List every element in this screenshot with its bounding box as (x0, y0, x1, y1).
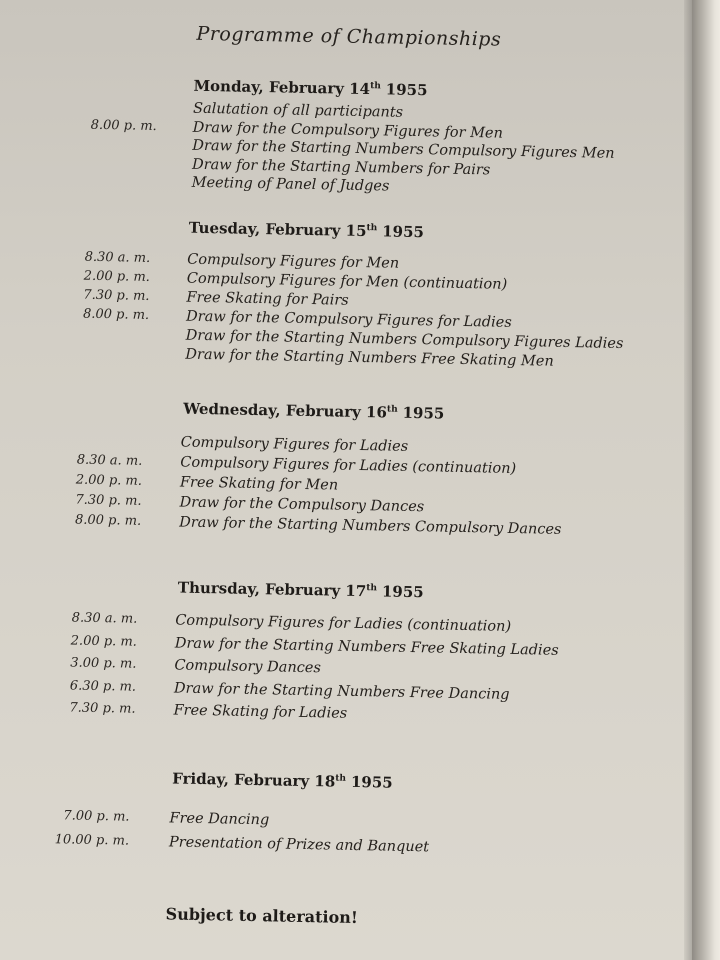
event-name: Free Dancing (169, 810, 270, 829)
date-ordinal-suffix: th (370, 81, 381, 92)
day-year: 1955 (381, 582, 424, 602)
event-name: Salutation of all participants (192, 100, 404, 121)
event-name: Free Skating for Pairs (186, 289, 349, 309)
day-heading (183, 400, 444, 423)
event-time: 8.30 a. m. (84, 249, 151, 266)
day-year: 1955 (382, 222, 425, 242)
date-ordinal-suffix: th (366, 583, 378, 594)
day-heading (193, 77, 427, 99)
event-time: 2.00 p. m. (75, 472, 143, 489)
event-time: 2.00 p. m. (70, 632, 137, 650)
event-name: Draw for the Starting Numbers Free Dancing (173, 679, 510, 703)
day-year: 1955 (385, 80, 428, 100)
event-time: 8.30 a. m. (76, 452, 143, 469)
event-name: Free Skating for Men (179, 474, 339, 494)
event-time: 2.00 p. m. (83, 268, 150, 285)
event-name: Compulsory Figures for Ladies (continuation) (180, 454, 517, 477)
event-name: Draw for the Starting Numbers Compulsory Figures Men (192, 137, 615, 162)
event-name: Draw for the Starting Numbers Free Skating Ladies (174, 634, 559, 659)
event-time: 7.30 p. m. (69, 700, 136, 717)
event-name: Draw for the Compulsory Figures for Men (192, 119, 504, 142)
event-name: Draw for the Compulsory Dances (179, 494, 425, 516)
date-ordinal-suffix: th (386, 404, 398, 415)
day-heading (178, 579, 424, 602)
event-time: 8.00 p. m. (74, 512, 142, 529)
event-time: 8.00 p. m. (90, 117, 157, 134)
event-name: Compulsory Dances (174, 657, 322, 677)
date-ordinal-suffix: th (366, 223, 378, 234)
event-name: Draw for the Compulsory Figures for Ladies (185, 308, 512, 331)
next-page-edge (692, 0, 720, 960)
event-name: Draw for the Starting Numbers Free Skating Men (185, 346, 554, 370)
event-time: 7.30 p. m. (75, 492, 142, 509)
page-title: Programme of Championships (196, 22, 502, 51)
day-heading (172, 769, 393, 791)
day-date: Friday, February 18 (172, 769, 336, 791)
day-year: 1955 (350, 772, 393, 792)
event-time (43, 432, 143, 434)
event-time: 7.30 p. m. (83, 287, 150, 304)
alteration-note: Subject to alteration! (165, 904, 359, 928)
event-name: Compulsory Figures for Ladies (180, 434, 409, 455)
event-name: Meeting of Panel of Judges (191, 174, 390, 195)
event-time: 3.00 p. m. (70, 655, 137, 672)
event-name: Compulsory Figures for Ladies (continuation) (175, 612, 512, 635)
event-name: Draw for the Starting Numbers Compulsory Figures Ladies (185, 327, 624, 353)
event-name: Compulsory Figures for Men (continuation) (186, 270, 508, 293)
event-name: Draw for the Starting Numbers for Pairs (191, 156, 491, 178)
event-name: Free Skating for Ladies (173, 702, 348, 722)
event-name: Draw for the Starting Numbers Compulsory Dances (178, 514, 562, 538)
event-time: 6.30 p. m. (69, 677, 137, 695)
event-time: 10.00 p. m. (54, 832, 130, 849)
day-date: Thursday, February 17 (177, 578, 367, 601)
day-heading (189, 219, 424, 242)
date-ordinal-suffix: th (335, 773, 347, 784)
event-name: Presentation of Prizes and Banquet (168, 834, 430, 856)
day-year: 1955 (402, 403, 445, 423)
event-name: Compulsory Figures for Men (187, 251, 400, 272)
event-time: 8.00 p. m. (82, 306, 150, 323)
day-date: Wednesday, February 16 (183, 399, 388, 422)
event-time: 7.00 p. m. (63, 808, 130, 825)
event-time (57, 98, 157, 100)
event-time: 8.30 a. m. (71, 610, 138, 627)
day-date: Monday, February 14 (193, 76, 371, 99)
day-date: Tuesday, February 15 (188, 218, 367, 241)
